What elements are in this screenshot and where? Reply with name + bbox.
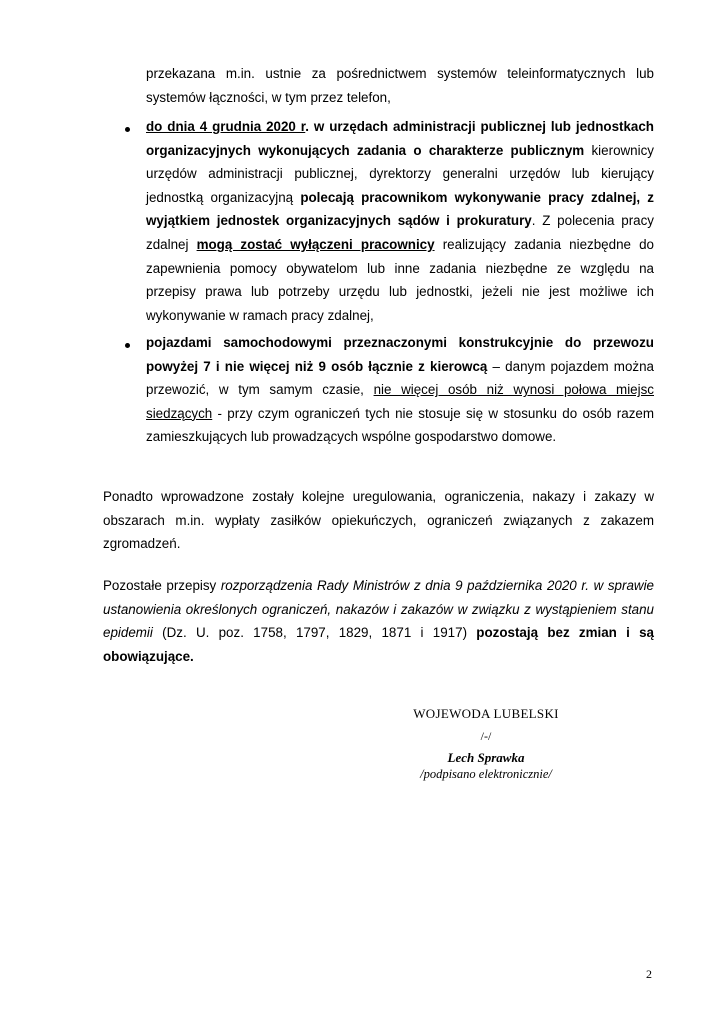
bullet-1-exemption: mogą zostać wyłączeni pracownicy <box>196 236 435 252</box>
bullet-1-order: polecają pracownikom wykonywanie pracy zdalnej, z wyjątkiem jednostek organizacyjnych sądów i prokuratury <box>146 189 655 229</box>
bullet-item-remote-work <box>146 115 654 327</box>
paragraph-additional-text: Ponadto wprowadzone zostały kolejne uregulowania, ograniczenia, nakazy i zakazy w obszarach m.in. wypłaty zasiłków opiekuńczych, ograniczeń związanych z zakazem zgromadzeń. <box>103 489 654 552</box>
paragraph-remaining-regulation: rozporządzenia Rady Ministrów z dnia 9 października 2020 r. w sprawie ustanowienia określonych ograniczeń, nakazów i zakazów w związku z wystąpieniem stanu epidemii <box>103 578 654 641</box>
signature-note: /podpisano elektronicznie/ <box>420 767 552 781</box>
paragraph-remaining-conclusion: pozostają bez zmian i są obowiązujące. <box>103 625 654 664</box>
bullet-2-vehicles: pojazdami samochodowymi przeznaczonymi konstrukcyjnie do przewozu powyżej 7 i nie więcej niż 9 osób łącznie z kierowcą <box>146 335 654 374</box>
paragraph-additional-regulations <box>103 485 654 556</box>
bullet-dot-icon <box>125 343 130 348</box>
paragraph-remaining-journal: (Dz. U. poz. 1758, 1797, 1829, 1871 i 1917) <box>152 625 477 641</box>
bullet-item-vehicles <box>146 331 654 449</box>
continued-paragraph <box>146 62 654 109</box>
paragraph-remaining-provisions <box>103 574 654 668</box>
bullet-2-transport: – danym pojazdem można przewozić, w tym samym czasie, <box>146 358 654 398</box>
bullet-1-offices: . w urzędach administracji publicznej lub jednostkach organizacyjnych wykonujących zadania o charakterze publicznym <box>146 119 654 158</box>
signature-title: WOJEWODA LUBELSKI <box>413 706 559 721</box>
bullet-1-heads: kierownicy urzędów administracji publicznej, dyrektorzy generalni urzędów lub kierujący jednostką organizacyjną <box>146 142 654 205</box>
paragraph-remaining-intro: Pozostałe przepisy <box>103 578 221 593</box>
bullet-dot-icon <box>125 127 130 132</box>
signature-mark: /-/ <box>480 729 492 743</box>
continued-paragraph-text: przekazana m.in. ustnie za pośrednictwem systemów teleinformatycznych lub systemów łączności, w tym przez telefon, <box>146 66 654 105</box>
bullet-2-limit: nie więcej osób niż wynosi połowa miejsc siedzących <box>146 382 654 421</box>
page-number: 2 <box>646 967 652 981</box>
signature-name: Lech Sprawka <box>447 750 525 765</box>
bullet-1-deadline: do dnia 4 grudnia 2020 r <box>146 119 306 134</box>
bullet-2-rest: - przy czym ograniczeń tych nie stosuje się w stosunku do osób razem zamieszkujących lub prowadzących wspólne gospodarstwo domowe. <box>146 405 654 445</box>
bullet-1-rest: realizujący zadania niezbędne do zapewnienia pomocy obywatelom lub inne zadania niezbędne ze względu na przepisy prawa lub potrzeby urzędu lub jednostki, jeżeli nie jest możliwe ich wykonywanie w ramach pracy zdalnej, <box>146 236 654 323</box>
bullet-1-exemption-intro: . Z polecenia pracy zdalnej <box>146 213 654 252</box>
